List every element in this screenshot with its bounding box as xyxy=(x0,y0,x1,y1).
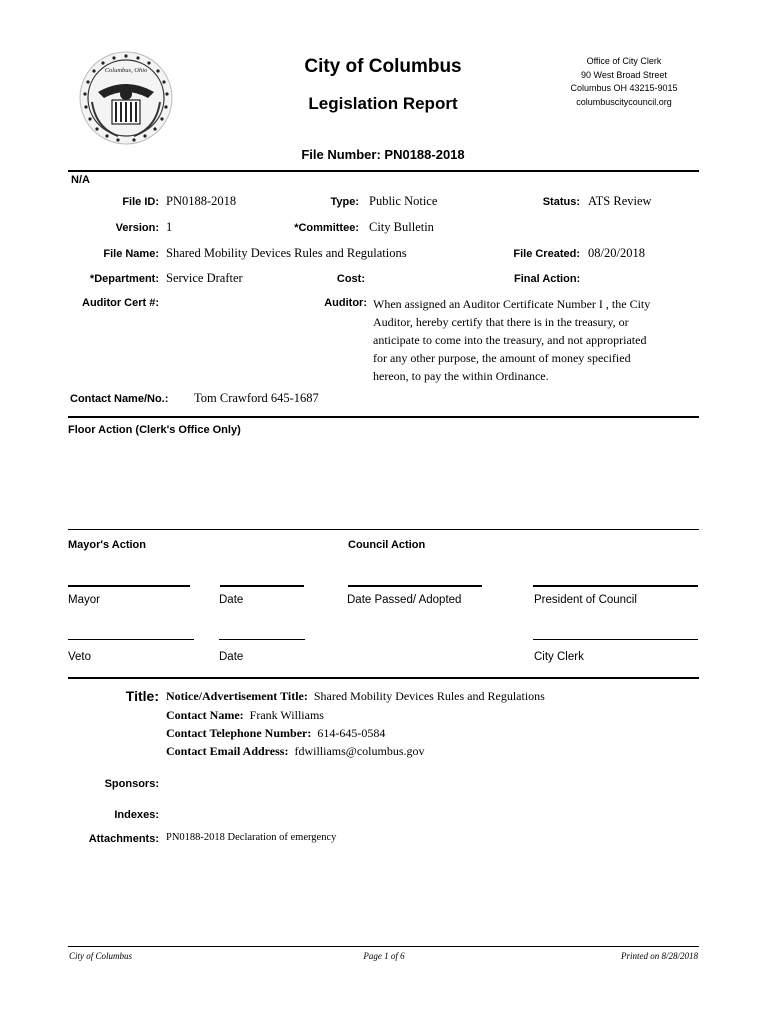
committee-label: *Committee: xyxy=(294,222,359,234)
contact-email-label: Contact Email Address: xyxy=(166,744,289,758)
contact-phone-row xyxy=(166,726,385,741)
seal-text: Columbus, Ohio xyxy=(104,67,148,74)
cost-label: Cost: xyxy=(336,273,365,285)
version-label: Version: xyxy=(115,222,159,234)
footer-left: City of Columbus xyxy=(69,951,133,961)
divider-floor xyxy=(68,416,699,418)
office-line-1: Office of City Clerk xyxy=(586,56,662,66)
office-line-2: 90 West Broad Street xyxy=(581,69,667,80)
contact-name-row xyxy=(166,708,324,723)
council-action-label: Council Action xyxy=(348,539,426,551)
auditor-line: anticipate to come into the treasury, and not appropriated xyxy=(373,333,647,347)
veto-caption: Veto xyxy=(68,651,92,663)
auditor-line: When assigned an Auditor Certificate Number I , the City xyxy=(373,297,651,311)
notice-title-label: Notice/Advertisement Title: xyxy=(166,689,308,703)
contact-email-value: fdwilliams@columbus.gov xyxy=(294,744,425,758)
page-title: City of Columbus xyxy=(304,56,462,77)
report-subtitle: Legislation Report xyxy=(308,94,458,113)
file-number: File Number: PN0188-2018 xyxy=(301,147,465,162)
version-value: 1 xyxy=(166,220,173,234)
auditor-line: for any other purpose, the amount of money specified xyxy=(373,351,631,365)
status-label: Status: xyxy=(542,196,580,208)
mayors-action-label: Mayor's Action xyxy=(68,539,146,551)
title-label: Title: xyxy=(125,688,159,704)
veto-date-line xyxy=(219,639,305,640)
footer-printed: Printed on 8/28/2018 xyxy=(621,951,698,961)
status-value: ATS Review xyxy=(588,194,652,208)
contact-name-label: Contact Name: xyxy=(166,708,244,722)
date-passed-caption: Date Passed/ Adopted xyxy=(347,594,462,606)
divider-footer xyxy=(68,946,699,947)
sponsors-label: Sponsors: xyxy=(104,778,159,790)
footer-page: Page 1 of 6 xyxy=(363,951,405,961)
file-name-value: Shared Mobility Devices Rules and Regulations xyxy=(166,246,407,260)
auditor-cert-label: Auditor Cert #: xyxy=(82,297,159,309)
attachment-link[interactable]: PN0188-2018 Declaration of emergency xyxy=(166,832,337,843)
city-seal xyxy=(78,50,174,146)
auditor-line: hereon, to pay the within Ordinance. xyxy=(373,369,549,383)
divider-title xyxy=(68,677,699,679)
file-id-label: File ID: xyxy=(122,196,159,208)
mayor-signature-line xyxy=(68,585,190,587)
committee-value: City Bulletin xyxy=(369,220,434,234)
auditor-label: Auditor: xyxy=(324,297,367,309)
notice-title-value: Shared Mobility Devices Rules and Regulations xyxy=(313,689,545,703)
clerk-signature-line xyxy=(533,639,698,640)
president-signature-line xyxy=(533,585,698,587)
contact-email-row xyxy=(166,744,425,759)
mayor-caption: Mayor xyxy=(68,594,100,606)
final-action-label: Final Action: xyxy=(514,273,581,285)
floor-action-label: Floor Action (Clerk's Office Only) xyxy=(68,424,241,436)
date-passed-line xyxy=(348,585,482,587)
contact-value: Tom Crawford 645-1687 xyxy=(194,391,319,405)
file-name-label: File Name: xyxy=(103,248,159,260)
contact-phone-value: 614-645-0584 xyxy=(317,726,386,740)
department-label: *Department: xyxy=(89,273,159,285)
city-seal-icon xyxy=(78,50,174,146)
president-caption: President of Council xyxy=(534,594,637,606)
mayor-date-line xyxy=(220,585,304,587)
contact-name-value: Frank Williams xyxy=(249,708,324,722)
na-label: N/A xyxy=(71,174,90,186)
divider-top xyxy=(68,170,699,172)
type-value: Public Notice xyxy=(369,194,438,208)
auditor-line: Auditor, hereby certify that there is in the treasury, or xyxy=(373,315,629,329)
department-value: Service Drafter xyxy=(166,271,243,285)
office-line-4: columbuscitycouncil.org xyxy=(576,96,672,107)
office-address xyxy=(548,55,700,109)
file-created-value: 08/20/2018 xyxy=(588,246,645,260)
attachments-label: Attachments: xyxy=(88,833,159,845)
contact-label: Contact Name/No.: xyxy=(70,393,169,405)
city-clerk-caption: City Clerk xyxy=(534,651,584,663)
file-created-label: File Created: xyxy=(513,248,580,260)
divider-actions xyxy=(68,529,699,530)
veto-signature-line xyxy=(68,639,194,640)
contact-phone-label: Contact Telephone Number: xyxy=(166,726,312,740)
date-caption: Date xyxy=(219,594,244,606)
date-caption: Date xyxy=(219,651,244,663)
notice-title-row xyxy=(166,689,545,704)
type-label: Type: xyxy=(330,196,359,208)
auditor-text xyxy=(373,295,650,385)
indexes-label: Indexes: xyxy=(114,809,159,821)
office-line-3: Columbus OH 43215-9015 xyxy=(570,83,678,93)
file-id-value: PN0188-2018 xyxy=(166,194,237,208)
